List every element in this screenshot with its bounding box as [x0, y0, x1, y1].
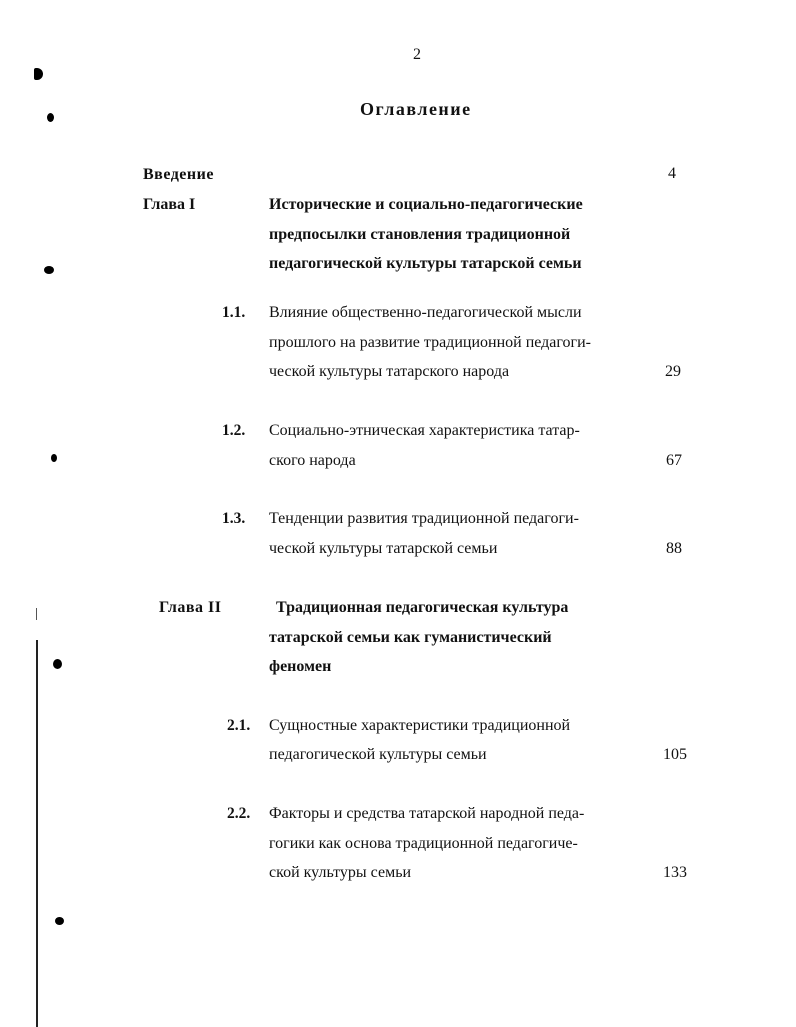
scan-speck — [51, 454, 57, 462]
toc-chapter-2-line-2: татарской семьи как гуманистический — [269, 629, 552, 646]
toc-label-1-3: 1.3. — [222, 510, 246, 527]
toc-1-1-line-3: ческой культуры татарского народа — [269, 363, 510, 380]
toc-chapter-2-line-3: феномен — [269, 658, 332, 675]
toc-label-2-2: 2.2. — [227, 805, 251, 822]
toc-page-1-1: 29 — [665, 363, 681, 380]
toc-label-chapter-1: Глава I — [143, 196, 196, 213]
toc-label-2-1: 2.1. — [227, 717, 251, 734]
toc-chapter-1-line-1: Исторические и социально-педагогические — [269, 196, 583, 213]
toc-1-3-line-1: Тенденции развития традиционной педагоги- — [269, 510, 579, 527]
toc-page-1-2: 67 — [666, 452, 682, 469]
toc-page-2-2: 133 — [663, 864, 687, 881]
toc-2-2-line-2: гогики как основа традиционной педагогиче- — [269, 835, 578, 852]
toc-2-1-line-2: педагогической культуры семьи — [269, 746, 487, 763]
toc-1-2-line-1: Социально-этническая характеристика татар- — [269, 422, 580, 439]
scan-speck — [34, 68, 43, 80]
scan-speck — [53, 659, 62, 669]
toc-label-chapter-2: Глава II — [159, 599, 222, 616]
toc-chapter-1-line-3: педагогической культуры татарской семьи — [269, 255, 582, 272]
toc-2-2-line-1: Факторы и средства татарской народной педа- — [269, 805, 585, 822]
toc-chapter-1-line-2: предпосылки становления традиционной — [269, 226, 571, 243]
scan-speck — [47, 113, 54, 122]
scan-edge-mark — [36, 608, 37, 620]
toc-label-1-2: 1.2. — [222, 422, 246, 439]
toc-page-introduction: 4 — [668, 165, 676, 182]
toc-1-1-line-2: прошлого на развитие традиционной педагоги- — [269, 334, 592, 351]
scan-speck — [44, 266, 54, 274]
toc-chapter-2-line-1: Традиционная педагогическая культура — [276, 599, 569, 616]
toc-page-1-3: 88 — [666, 540, 682, 557]
page-number: 2 — [413, 46, 421, 63]
toc-1-3-line-2: ческой культуры татарской семьи — [269, 540, 498, 557]
toc-2-1-line-1: Сущностные характеристики традиционной — [269, 717, 571, 734]
scan-speck — [55, 917, 64, 925]
toc-1-2-line-2: ского народа — [269, 452, 356, 469]
toc-label-1-1: 1.1. — [222, 304, 246, 321]
toc-title: Оглавление — [360, 99, 472, 119]
toc-1-1-line-1: Влияние общественно-педагогической мысли — [269, 304, 582, 321]
toc-2-2-line-3: ской культуры семьи — [269, 864, 412, 881]
toc-page-2-1: 105 — [663, 746, 687, 763]
toc-label-introduction: Введение — [143, 166, 214, 183]
scan-edge-line — [36, 640, 38, 1027]
